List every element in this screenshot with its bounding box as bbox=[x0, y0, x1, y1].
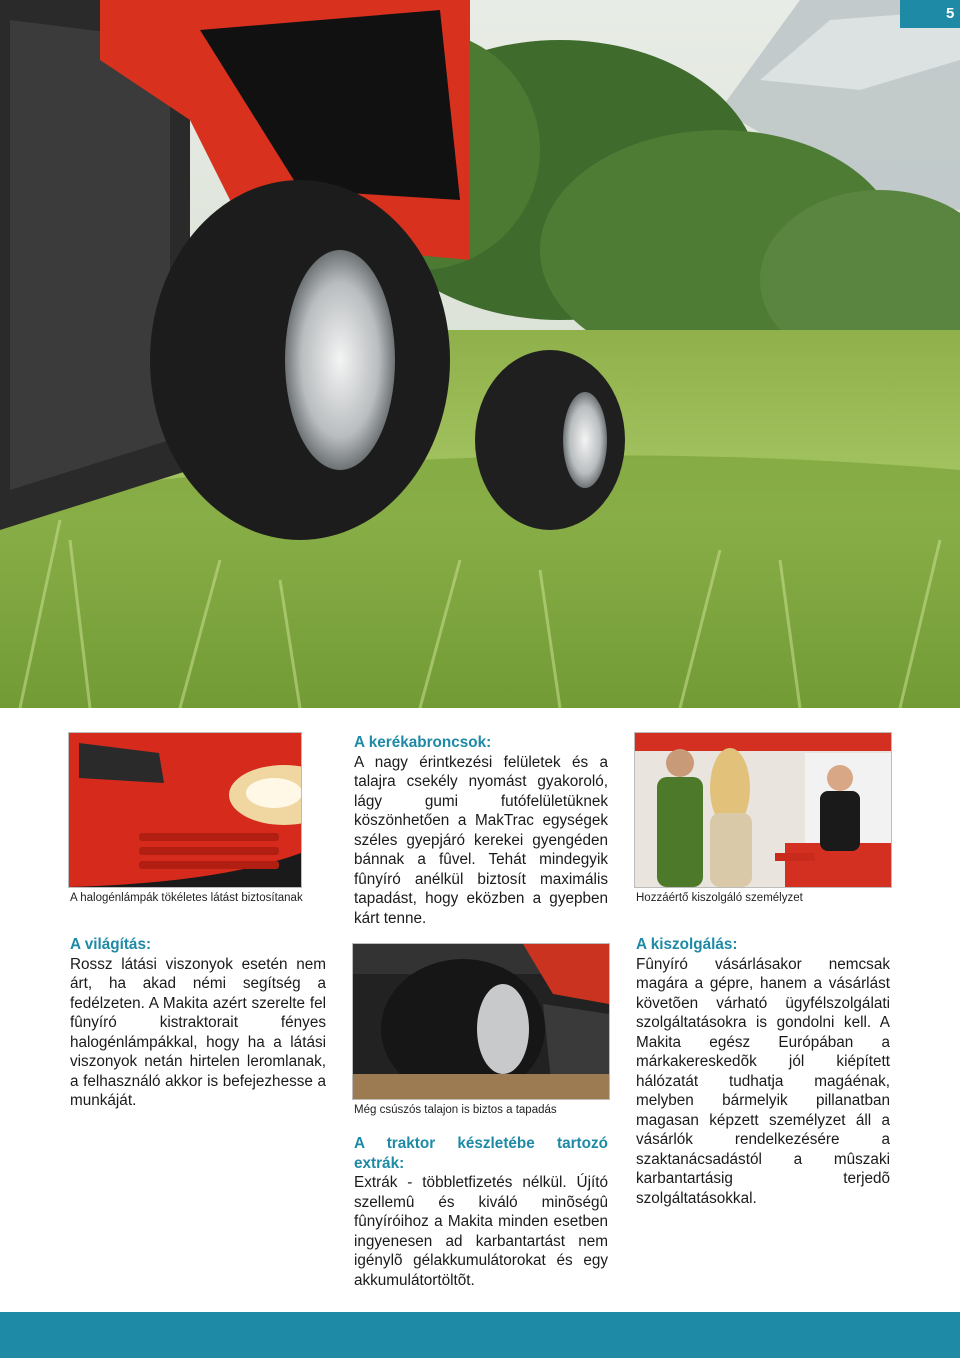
section-title: A kiszolgálás: bbox=[636, 936, 738, 953]
footer-bar bbox=[0, 1312, 960, 1358]
section-title: A kerékabroncsok: bbox=[354, 734, 492, 751]
section-lighting bbox=[70, 935, 326, 1111]
section-body: Rossz látási viszonyok esetén nem árt, ha akad némi segítség a fedélzeten. A Makita azért szerelte fel fûnyíró kistraktorait fényes halogénlámpákkal, hogy ha a látási viszonyok netán hirtelen leromlanak, a felhasználó akkor is befejezhesse a munkáját. bbox=[70, 955, 326, 1109]
caption-service: Hozzáértő kiszolgáló személyzet bbox=[636, 892, 803, 904]
page-number: 5 bbox=[900, 0, 960, 28]
section-title: A traktor készletébe tartozó extrák: bbox=[354, 1135, 608, 1172]
tire-photo bbox=[352, 943, 610, 1100]
section-tires bbox=[354, 733, 608, 928]
headlight-photo bbox=[68, 732, 302, 888]
service-staff-photo bbox=[634, 732, 892, 888]
caption-lamps: A halogénlámpák tökéletes látást biztosítanak bbox=[70, 892, 303, 904]
section-body: Fûnyíró vásárlásakor nemcsak magára a gépre, hanem a vásárlást követõen várható ügyfélszolgálati szolgáltatásokra is gondolni kell. A Makita egész Európában a márkakereskedõk jól kiépített hálózatát tudhatja magáénak, melyben bármelyik pillanatban magasan képzett személyzet áll a vásárlók rendelkezésére a szaktanácsadástól a mûszaki karbantartásig terjedõ szolgáltatásokkal. bbox=[636, 955, 890, 1207]
section-extras bbox=[354, 1134, 608, 1290]
section-title: A világítás: bbox=[70, 936, 152, 953]
caption-tire: Még csúszós talajon is biztos a tapadás bbox=[354, 1104, 557, 1116]
section-body: Extrák - többletfizetés nélkül. Újító szellemû és kiváló minõségû fûnyíróihoz a Makita minden esetben ingyenesen ad karbantartást nem igénylõ gélakkumulátorokat és egy akkumulátortöltõt. bbox=[354, 1174, 608, 1289]
section-service bbox=[636, 935, 890, 1208]
section-body: A nagy érintkezési felületek és a talajra csekély nyomást gyakoroló, lágy gumi futófelületüknek köszönhetően a MakTrac egységek széles gyepjáró kerekei gyengéden bánnak a fûvel. Tehát mindegyik fûnyíró anélkül biztosít maximális tapadást, hogy eközben a gyepben kárt tenne. bbox=[354, 753, 608, 927]
